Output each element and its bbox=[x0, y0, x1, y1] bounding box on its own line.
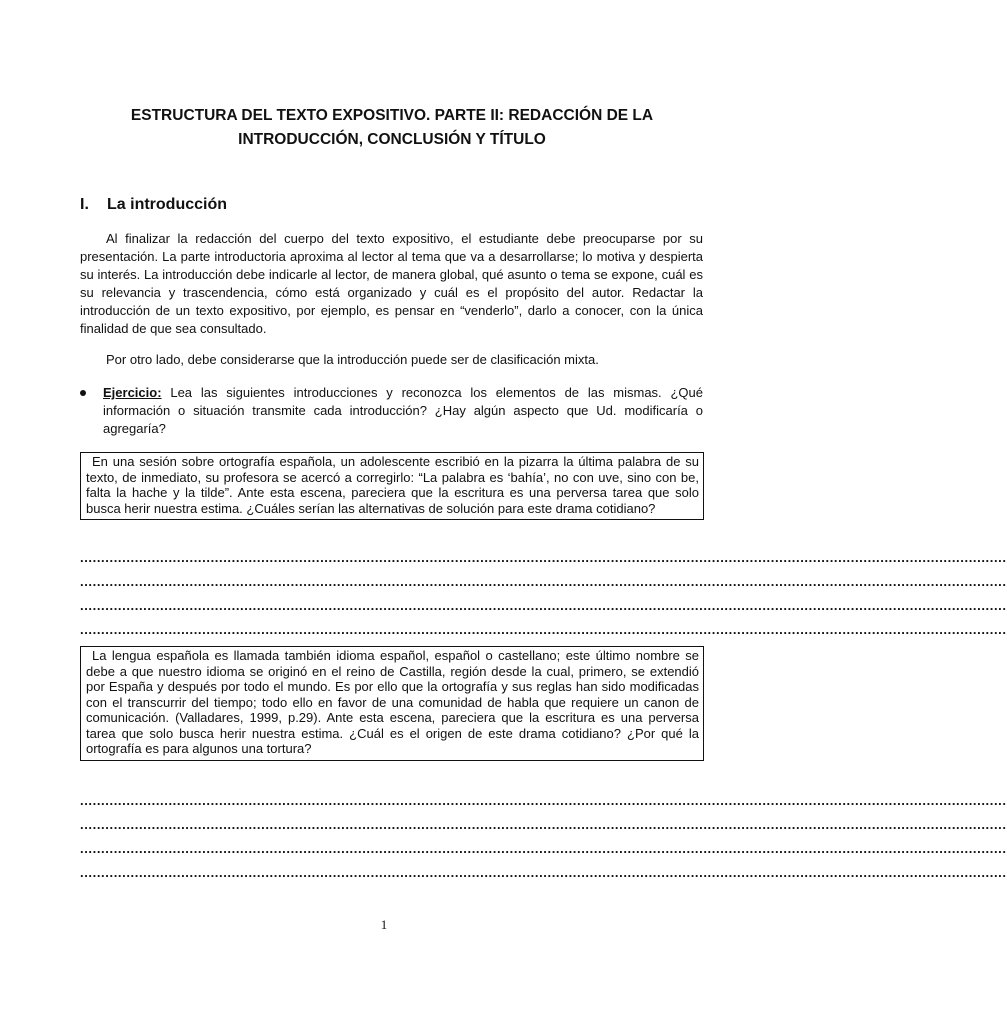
bullet-icon bbox=[80, 390, 86, 396]
answer-line[interactable]: ............................................................................................................................................................................................................................ bbox=[80, 865, 1007, 880]
intro-paragraph: Al finalizar la redacción del cuerpo del texto expositivo, el estudiante debe preocuparse por su presentación. La parte introductoria aproxima al lector al tema que va a desarrollarse; lo motiva y despierta su interés. La introducción debe indicarle al lector, de manera global, qué asunto o tema se expone, cuál es su relevancia y trascendencia, cómo está organizado y cuál es el propósito del autor. Redactar la introducción de un texto expositivo, por ejemplo, es pensar en “venderlo”, darlo a conocer, con la única finalidad de que sea consultado. bbox=[80, 231, 703, 336]
intro-example-box-2: La lengua española es llamada también idioma español, español o castellano; este último nombre se debe a que nuestro idioma se originó en el reino de Castilla, región desde la cual, primero, se extendió por España y después por todo el mundo. Es por ello que la ortografía y sus reglas han sido modificadas con el transcurrir del tiempo; todo ello en favor de una comunidad de habla que requiere un canon de comunicación. (Valladares, 1999, p.29). Ante esta escena, pareciera que la escritura es una perversa tarea que solo busca herir nuestra estima. ¿Cuál es el origen de este drama cotidiano? ¿Por qué la ortografía es para algunos una tortura? bbox=[80, 646, 704, 761]
page-number: 1 bbox=[380, 917, 388, 932]
document-title bbox=[80, 104, 704, 152]
answer-line[interactable]: ............................................................................................................................................................................................................................ bbox=[80, 550, 1007, 565]
mixed-classification-paragraph: Por otro lado, debe considerarse que la introducción puede ser de clasificación mixta. bbox=[106, 352, 599, 367]
answer-line[interactable]: ............................................................................................................................................................................................................................ bbox=[80, 598, 1007, 613]
answer-line[interactable]: ............................................................................................................................................................................................................................ bbox=[80, 793, 1007, 808]
title-line-1: ESTRUCTURA DEL TEXTO EXPOSITIVO. PARTE II: REDACCIÓN DE LA bbox=[130, 107, 654, 124]
section-number: I. bbox=[80, 196, 89, 213]
answer-line[interactable]: ............................................................................................................................................................................................................................ bbox=[80, 817, 1007, 832]
exercise-instructions: Lea las siguientes introducciones y reconozca los elementos de las mismas. ¿Qué información o situación transmite cada introducción? ¿Hay algún aspecto que Ud. modificaría o agregaría? bbox=[103, 385, 703, 436]
answer-line[interactable]: ............................................................................................................................................................................................................................ bbox=[80, 622, 1007, 637]
intro-example-box-1: En una sesión sobre ortografía española, un adolescente escribió en la pizarra la última palabra de su texto, de inmediato, su profesora se acercó a corregirlo: “La palabra es ‘bahía’, no con uve, sino con be, falta la hache y la tilde”. Ante esta escena, pareciera que la escritura es una perversa tarea que solo busca herir nuestra estima. ¿Cuáles serían las alternativas de solución para este drama cotidiano? bbox=[80, 452, 704, 520]
section-title: La introducción bbox=[107, 196, 227, 213]
answer-line[interactable]: ............................................................................................................................................................................................................................ bbox=[80, 574, 1007, 589]
title-line-2: INTRODUCCIÓN, CONCLUSIÓN Y TÍTULO bbox=[238, 131, 546, 148]
section-heading bbox=[80, 195, 227, 215]
exercise-label: Ejercicio: bbox=[103, 385, 162, 400]
exercise-text bbox=[103, 384, 703, 438]
answer-line[interactable]: ............................................................................................................................................................................................................................ bbox=[80, 841, 1007, 856]
